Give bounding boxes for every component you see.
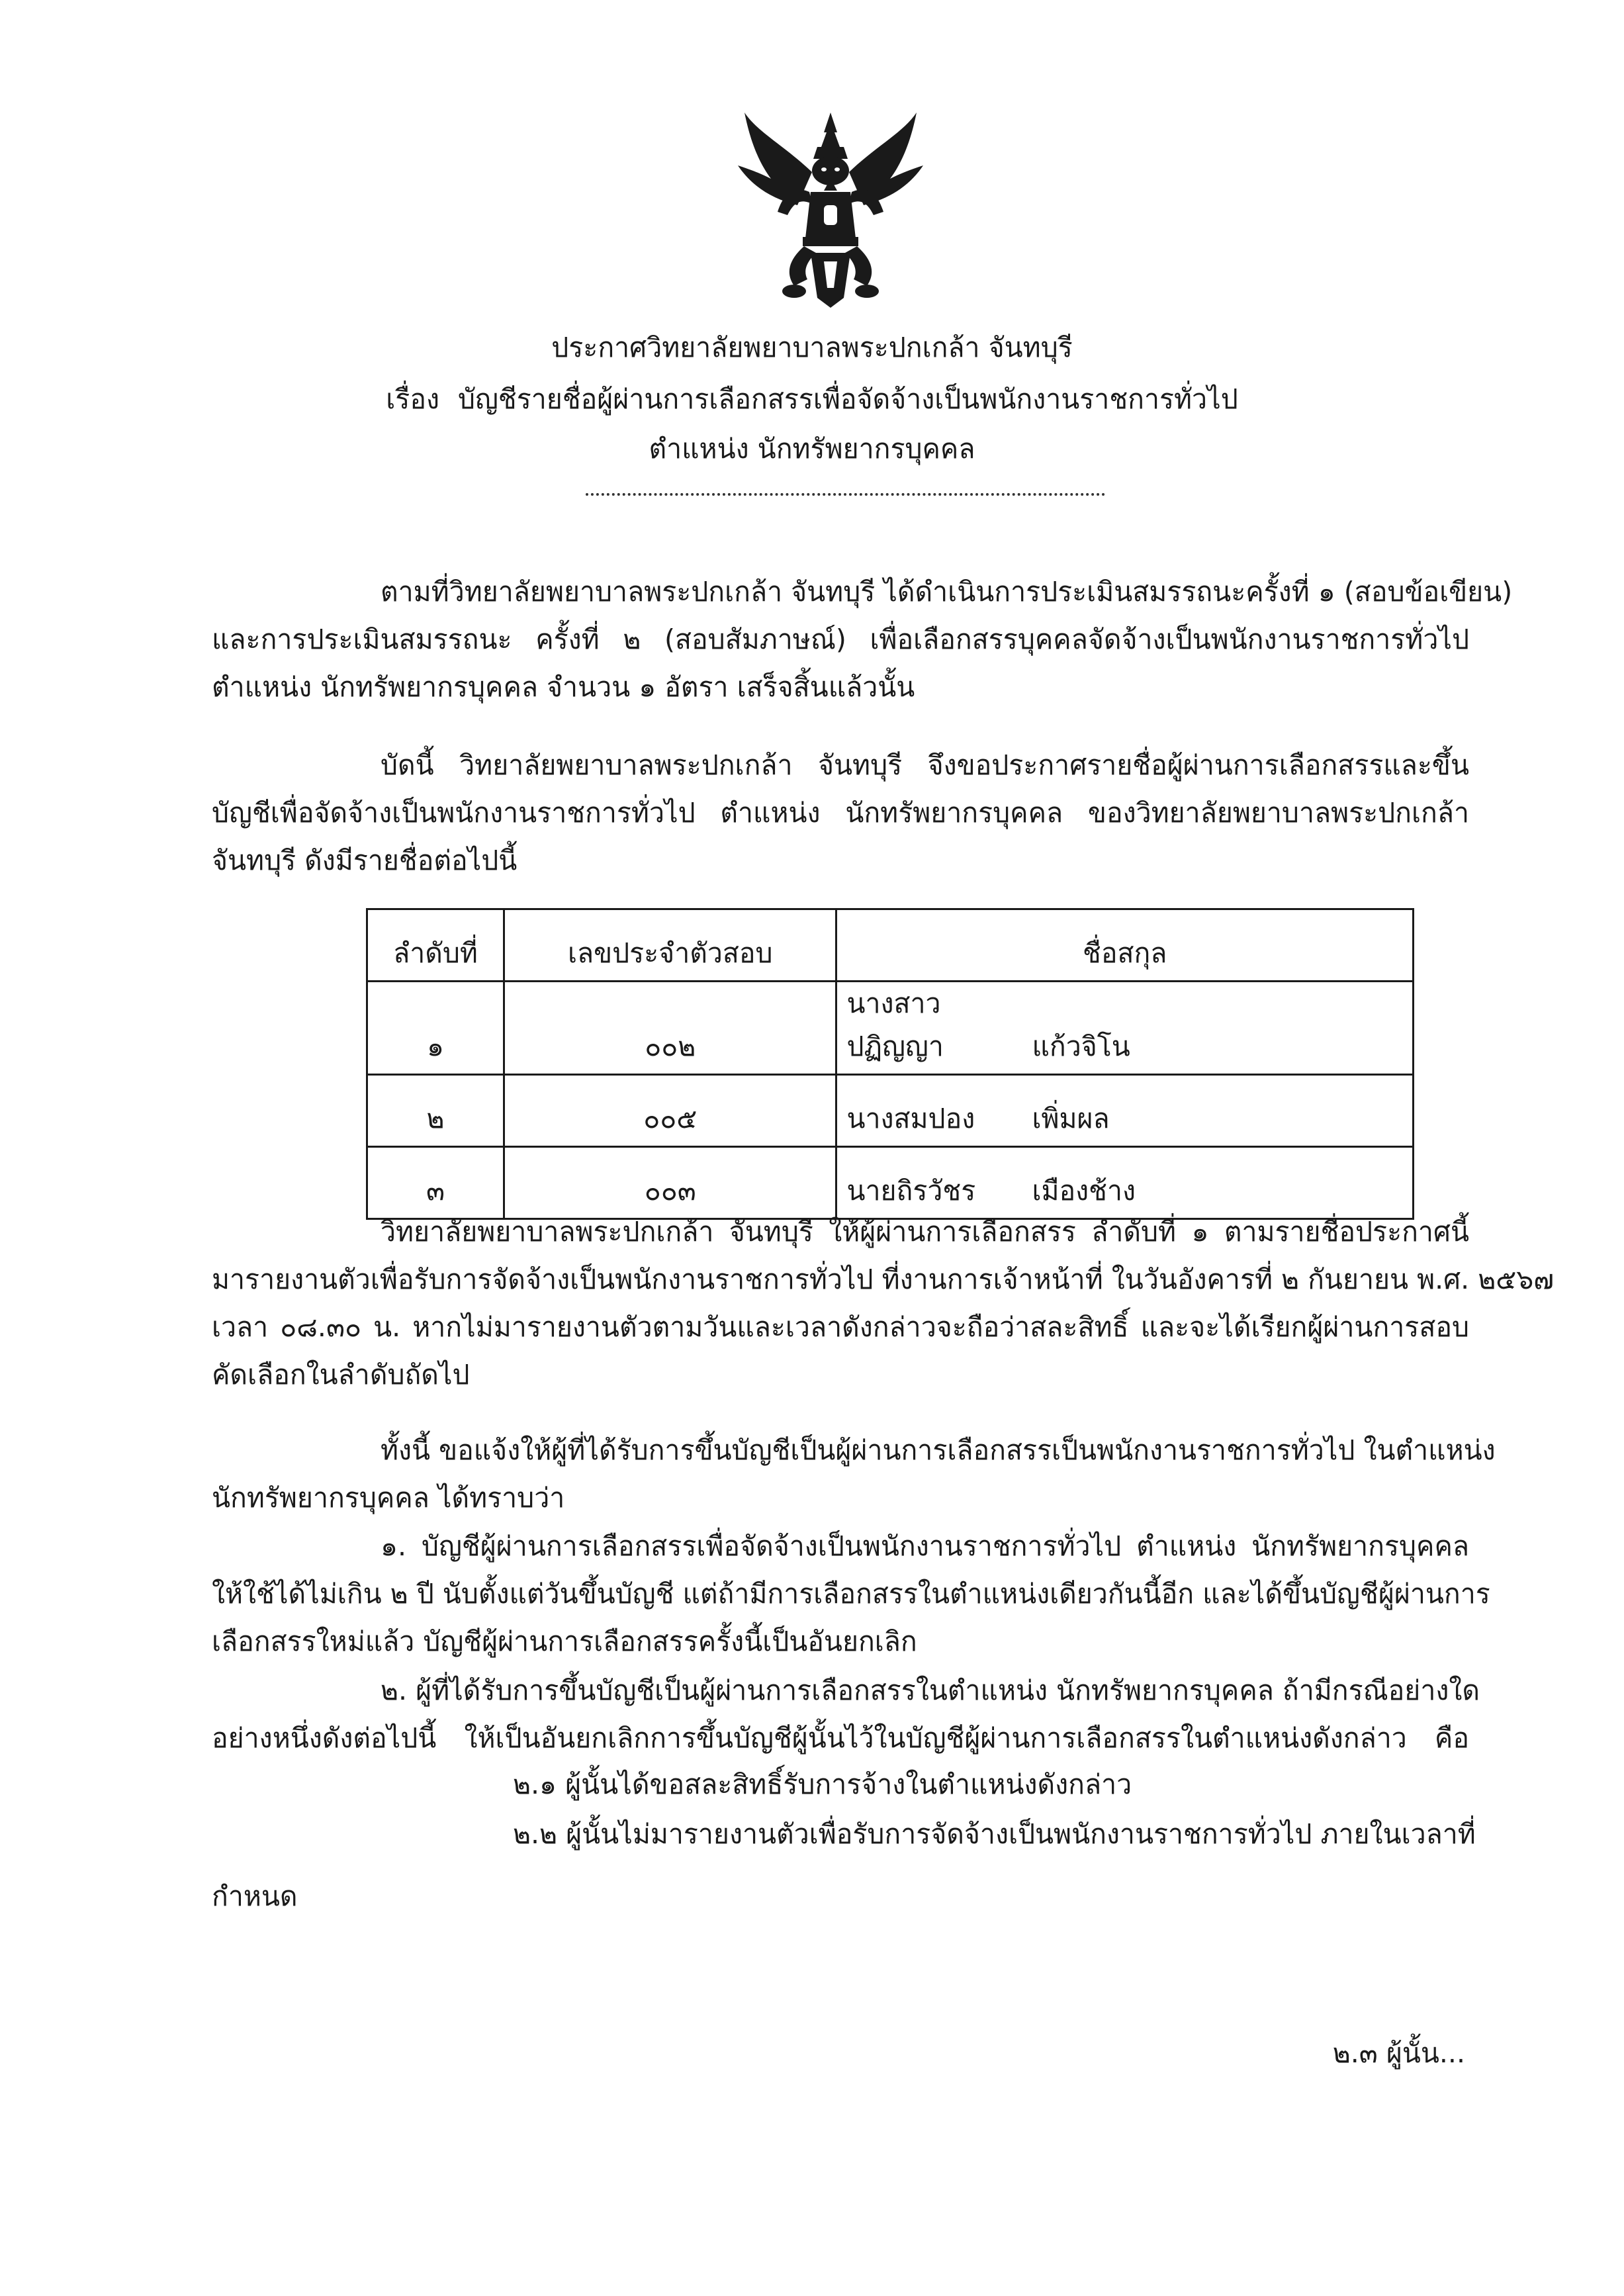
first-name: นางสมปอง [846,1103,975,1134]
announcement-position: ตำแหน่ง นักทรัพยากรบุคคล [649,433,975,465]
paragraph-line: อย่างหนึ่งดังต่อไปนี้ ให้เป็นอันยกเลิกการขึ้นบัญชีผู้นั้นไว้ในบัญชีผู้ผ่านการเลือกสรรในตำแหน่งดังกล่าว คือ [212,1722,1469,1754]
table-row [367,982,1414,1075]
paragraph-line: จันทบุรี ดังมีรายชื่อต่อไปนี้ [212,845,518,876]
first-name: นายถิรวัชร [846,1175,976,1207]
cell-no: ๑ [367,982,504,1075]
paragraph-2 [212,741,1469,884]
item-2-2 [212,1810,1476,1920]
paragraph-1 [212,568,1513,711]
item-2-1 [212,1761,1469,1808]
table-header-row [367,909,1414,982]
paragraph-line: ทั้งนี้ ขอแจ้งให้ผู้ที่ได้รับการขึ้นบัญชีเป็นผู้ผ่านการเลือกสรรเป็นพนักงานราชการทั่วไป ในตำแหน่ง [381,1434,1496,1466]
cell-no: ๓ [367,1147,504,1219]
paragraph-line: วิทยาลัยพยาบาลพระปกเกล้า จันทบุรี ให้ผู้ผ่านการเลือกสรร ลำดับที่ ๑ ตามรายชื่อประกาศนี้ [381,1216,1469,1248]
cell-exam-id: ๐๐๕ [504,1075,836,1147]
paragraph-line: ตามที่วิทยาลัยพยาบาลพระปกเกล้า จันทบุรี ได้ดำเนินการประเมินสมรรถนะครั้งที่ ๑ (สอบข้อเขียน) [381,576,1513,608]
paragraph-line: ๒. ผู้ที่ได้รับการขึ้นบัญชีเป็นผู้ผ่านการเลือกสรรในตำแหน่ง นักทรัพยากรบุคคล ถ้ามีกรณีอย่างใด [381,1675,1480,1706]
last-name: เพิ่มผล [1032,1103,1110,1134]
header-exam-id: เลขประจำตัวสอบ [504,909,836,982]
announcement-subject [0,379,1624,419]
paragraph-line: เวลา ๐๘.๓๐ น. หากไม่มารายงานตัวตามวันและเวลาดังกล่าวจะถือว่าสละสิทธิ์ และจะได้เรียกผู้ผ่านการสอบ [212,1311,1469,1343]
cell-name [836,982,1414,1075]
paragraph-line: ให้ใช้ได้ไม่เกิน ๒ ปี นับตั้งแต่วันขึ้นบัญชี แต่ถ้ามีการเลือกสรรในตำแหน่งเดียวกันนี้อีก และได้ขึ้นบัญชีผู้ผ่านการ [212,1578,1490,1610]
table-row [367,1075,1414,1147]
header-no: ลำดับที่ [367,909,504,982]
paragraph-line: นักทรัพยากรบุคคล ได้ทราบว่า [212,1482,565,1514]
paragraph-line: กำหนด [212,1880,298,1912]
paragraph-line: เลือกสรรใหม่แล้ว บัญชีผู้ผ่านการเลือกสรรครั้งนี้เป็นอันยกเลิก [212,1626,917,1657]
paragraph-4 [212,1426,1496,1522]
paragraph-line: ตำแหน่ง นักทรัพยากรบุคคล จำนวน ๑ อัตรา เสร็จสิ้นแล้วนั้น [212,671,915,703]
paragraph-3 [212,1208,1555,1399]
header-name: ชื่อสกุล [836,909,1414,982]
subject-text: บัญชีรายชื่อผู้ผ่านการเลือกสรรเพื่อจัดจ้างเป็นพนักงานราชการทั่วไป [457,383,1238,415]
cell-no: ๒ [367,1075,504,1147]
paragraph-line: ๑. บัญชีผู้ผ่านการเลือกสรรเพื่อจัดจ้างเป็นพนักงานราชการทั่วไป ตำแหน่ง นักทรัพยากรบุคคล [381,1530,1469,1562]
candidate-table [366,908,1414,1220]
subject-prefix: เรื่อง [386,383,439,415]
last-name: เมืองช้าง [1032,1175,1136,1207]
cell-exam-id: ๐๐๓ [504,1147,836,1219]
item-1 [212,1522,1490,1665]
paragraph-line: คัดเลือกในลำดับถัดไป [212,1359,470,1391]
header-divider [586,493,1105,496]
item-2 [212,1667,1480,1762]
last-name: แก้วจิโน [1032,1031,1130,1062]
continuation-marker: ๒.๓ ผู้นั้น... [1332,2037,1465,2069]
announcement-title: ประกาศวิทยาลัยพยาบาลพระปกเกล้า จันทบุรี [551,332,1073,363]
paragraph-line: ๒.๒ ผู้นั้นไม่มารายงานตัวเพื่อรับการจัดจ้างเป็นพนักงานราชการทั่วไป ภายในเวลาที่ [513,1818,1476,1850]
cell-name [836,1075,1414,1147]
first-name: นางสาวปฏิญญา [846,987,944,1062]
cell-exam-id: ๐๐๒ [504,982,836,1075]
paragraph-line: ๒.๑ ผู้นั้นได้ขอสละสิทธิ์รับการจ้างในตำแหน่งดังกล่าว [513,1768,1132,1800]
paragraph-line: บัญชีเพื่อจัดจ้างเป็นพนักงานราชการทั่วไป ตำแหน่ง นักทรัพยากรบุคคล ของวิทยาลัยพยาบาลพระปกเกล้า [212,797,1469,829]
paragraph-line: มารายงานตัวเพื่อรับการจัดจ้างเป็นพนักงานราชการทั่วไป ที่งานการเจ้าหน้าที่ ในวันอังคารที่ ๒ กันยายน พ.ศ. ๒๕๖๗ [212,1263,1555,1295]
paragraph-line: บัดนี้ วิทยาลัยพยาบาลพระปกเกล้า จันทบุรี จึงขอประกาศรายชื่อผู้ผ่านการเลือกสรรและขึ้น [381,749,1469,781]
paragraph-line: และการประเมินสมรรถนะ ครั้งที่ ๒ (สอบสัมภาษณ์) เพื่อเลือกสรรบุคคลจัดจ้างเป็นพนักงานราชการทั่วไป [212,623,1469,655]
garuda-emblem-icon [731,106,930,318]
